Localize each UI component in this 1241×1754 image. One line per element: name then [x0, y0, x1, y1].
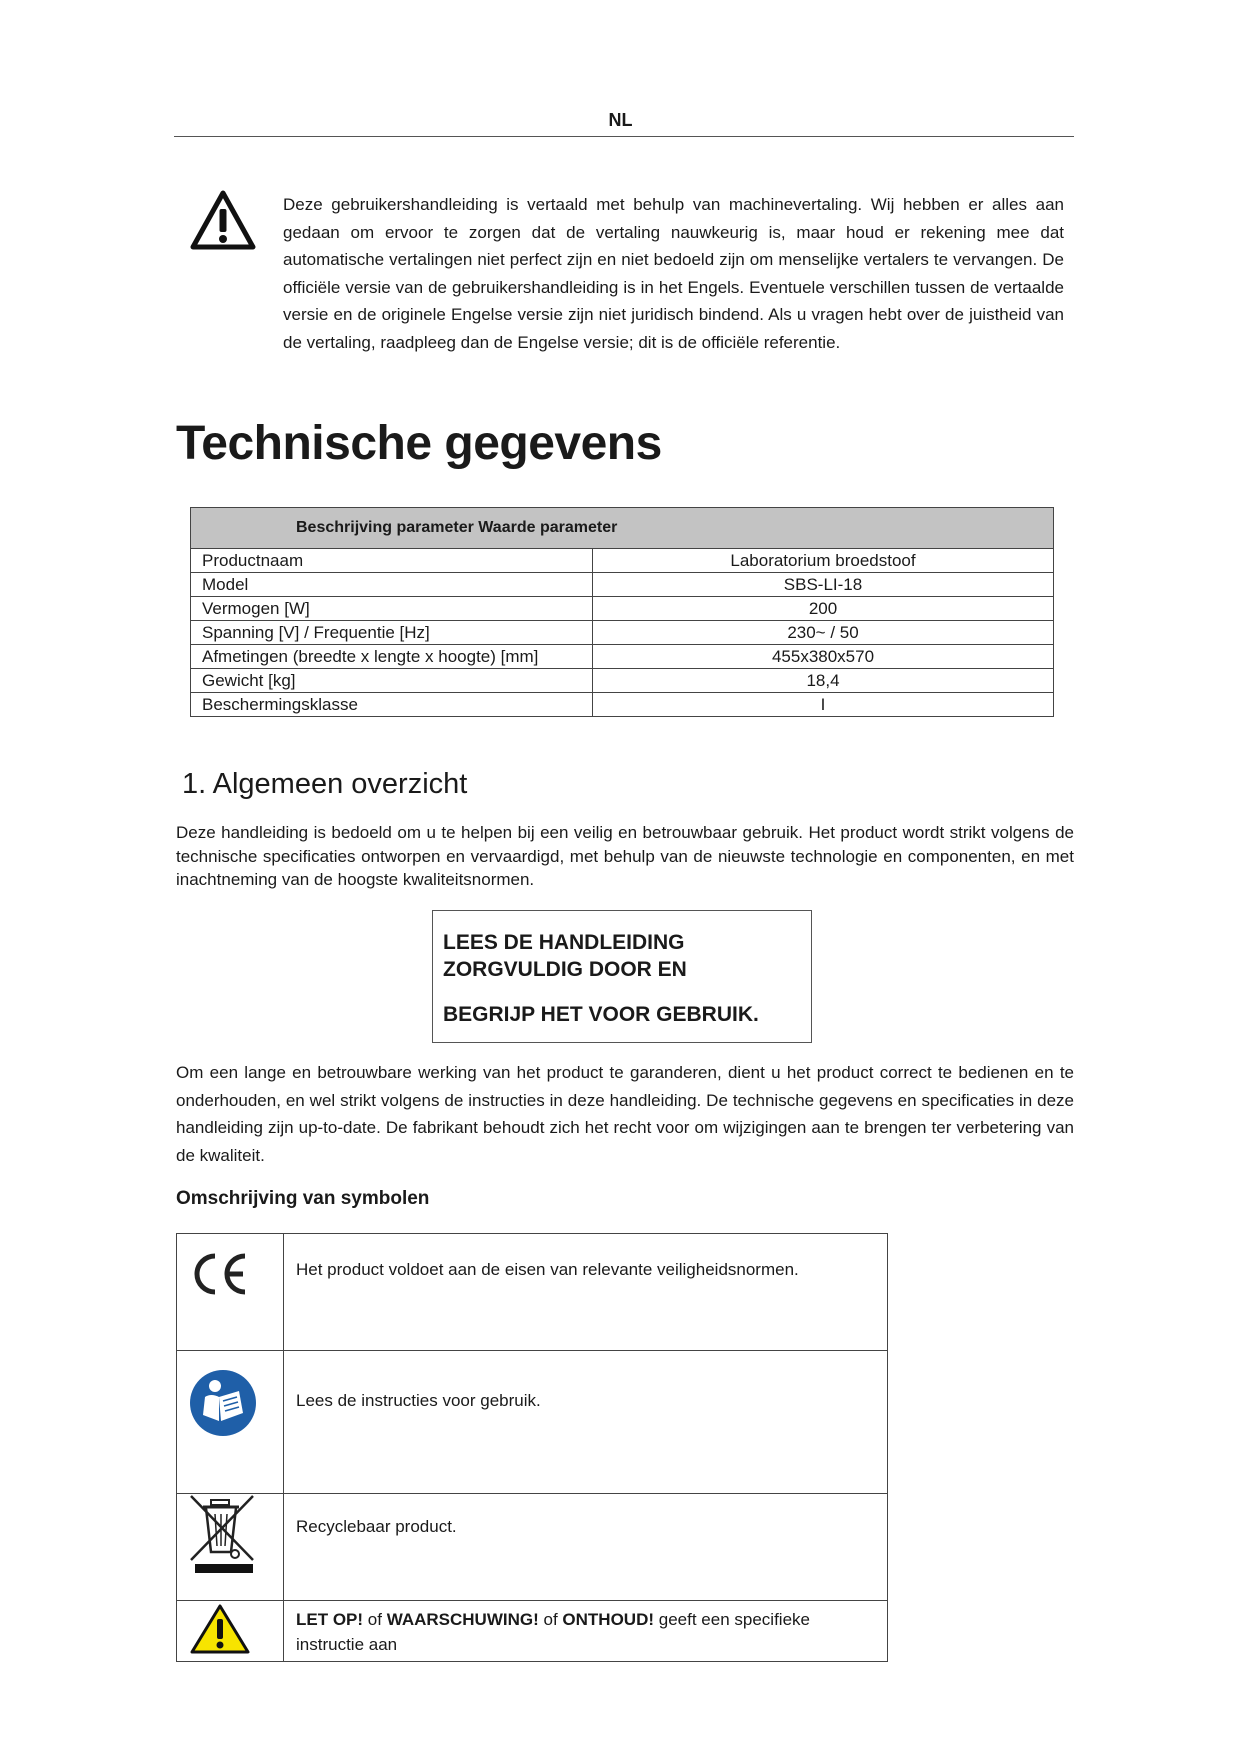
symbols-table: [176, 1233, 888, 1662]
remember-label: ONTHOUD!: [562, 1610, 655, 1629]
table-row: [191, 597, 1054, 621]
spec-param: Beschermingsklasse: [191, 693, 593, 717]
overview-heading: 1. Algemeen overzicht: [182, 768, 468, 800]
operation-paragraph: Om een lange en betrouwbare werking van het product te garanderen, dient u het product correct te bedienen en te onderhouden, en wel strikt volgens de instructies in deze handleiding. De technische gegevens en specificaties in deze handleiding zijn up-to-date. De fabrikant behoudt zich het recht voor om wijzigingen aan te brengen ter verbetering van de kwaliteit.: [176, 1063, 1074, 1165]
header-divider: [174, 136, 1074, 137]
table-row: [177, 1601, 888, 1662]
symbol-icon-cell: [177, 1234, 284, 1351]
warning-label: WAARSCHUWING!: [386, 1610, 539, 1629]
spec-param: Gewicht [kg]: [191, 669, 593, 693]
spec-param: Model: [191, 573, 593, 597]
spec-value: SBS-LI-18: [593, 573, 1054, 597]
spec-header-cell: Beschrijving parameter Waarde parameter: [191, 508, 1054, 549]
table-row: [191, 645, 1054, 669]
table-row: [177, 1494, 888, 1601]
table-row: [191, 669, 1054, 693]
symbol-icon-cell: [177, 1494, 284, 1601]
symbol-icon-cell: [177, 1601, 284, 1662]
table-row: [191, 693, 1054, 717]
instruction-text: geeft een specifieke: [658, 1610, 810, 1629]
or-word: of: [367, 1610, 382, 1629]
warning-yellow-icon: [189, 1603, 251, 1655]
symbol-description: Recyclebaar product.: [284, 1494, 888, 1601]
language-label: NL: [608, 110, 633, 130]
crossed-bin-icon: [187, 1494, 261, 1576]
spec-value: Laboratorium broedstoof: [593, 549, 1054, 573]
spec-value: 18,4: [593, 669, 1054, 693]
instruction-text-end: instructie aan: [296, 1635, 398, 1654]
spec-table-header: [191, 508, 1054, 549]
spec-param: Afmetingen (breedte x lengte x hoogte) [mm]: [191, 645, 593, 669]
readbox-line-2: BEGRIJP HET VOOR GEBRUIK.: [443, 1003, 759, 1026]
let-op-label: LET OP!: [296, 1610, 364, 1629]
table-row: [191, 621, 1054, 645]
spec-param: Productnaam: [191, 549, 593, 573]
ce-mark-icon: [191, 1250, 251, 1298]
technical-data-heading: Technische gegevens: [176, 417, 662, 470]
symbol-icon-cell: [177, 1351, 284, 1494]
table-row: [191, 573, 1054, 597]
symbol-description: Lees de instructies voor gebruik.: [284, 1351, 888, 1494]
overview-intro: Deze handleiding is bedoeld om u te helpen bij een veilig en betrouwbaar gebruik. Het product wordt strikt volgens de technische specificaties ontworpen en vervaardigd, met behulp van de nieuwste technologie en componenten, en met inachtneming van de hoogste kwaliteitsnormen.: [176, 823, 1074, 889]
table-row: [177, 1234, 888, 1351]
readbox-line-1: LEES DE HANDLEIDING ZORGVULDIG DOOR EN: [443, 931, 687, 981]
spec-table: [190, 507, 1054, 717]
symbol-description: [284, 1601, 888, 1662]
read-manual-icon: [189, 1369, 257, 1437]
spec-value: I: [593, 693, 1054, 717]
read-manual-notice-box: [432, 910, 812, 1043]
table-row: [177, 1351, 888, 1494]
symbols-heading: Omschrijving van symbolen: [176, 1188, 430, 1209]
table-row: [191, 549, 1054, 573]
symbol-description: Het product voldoet aan de eisen van relevante veiligheidsnormen.: [284, 1234, 888, 1351]
spec-value: 230~ / 50: [593, 621, 1054, 645]
spec-value: 455x380x570: [593, 645, 1054, 669]
spec-param: Spanning [V] / Frequentie [Hz]: [191, 621, 593, 645]
spec-param: Vermogen [W]: [191, 597, 593, 621]
spec-value: 200: [593, 597, 1054, 621]
warning-triangle-icon: [190, 190, 256, 250]
or-word: of: [543, 1610, 558, 1629]
machine-translation-notice: Deze gebruikershandleiding is vertaald met behulp van machinevertaling. Wij hebben er alles aan gedaan om ervoor te zorgen dat de vertaling nauwkeurig is, maar houd er rekening mee dat automatische vertalingen niet perfect zijn en niet bedoeld zijn om menselijke vertalers te vervangen. De officiële versie van de gebruikershandleiding is in het Engels. Eventuele verschillen tussen de vertaalde versie en de originele Engelse versie zijn niet juridisch bindend. Als u vragen hebt over de juistheid van de vertaling, raadpleeg dan de Engelse versie; dit is de officiële referentie.: [283, 195, 1064, 352]
